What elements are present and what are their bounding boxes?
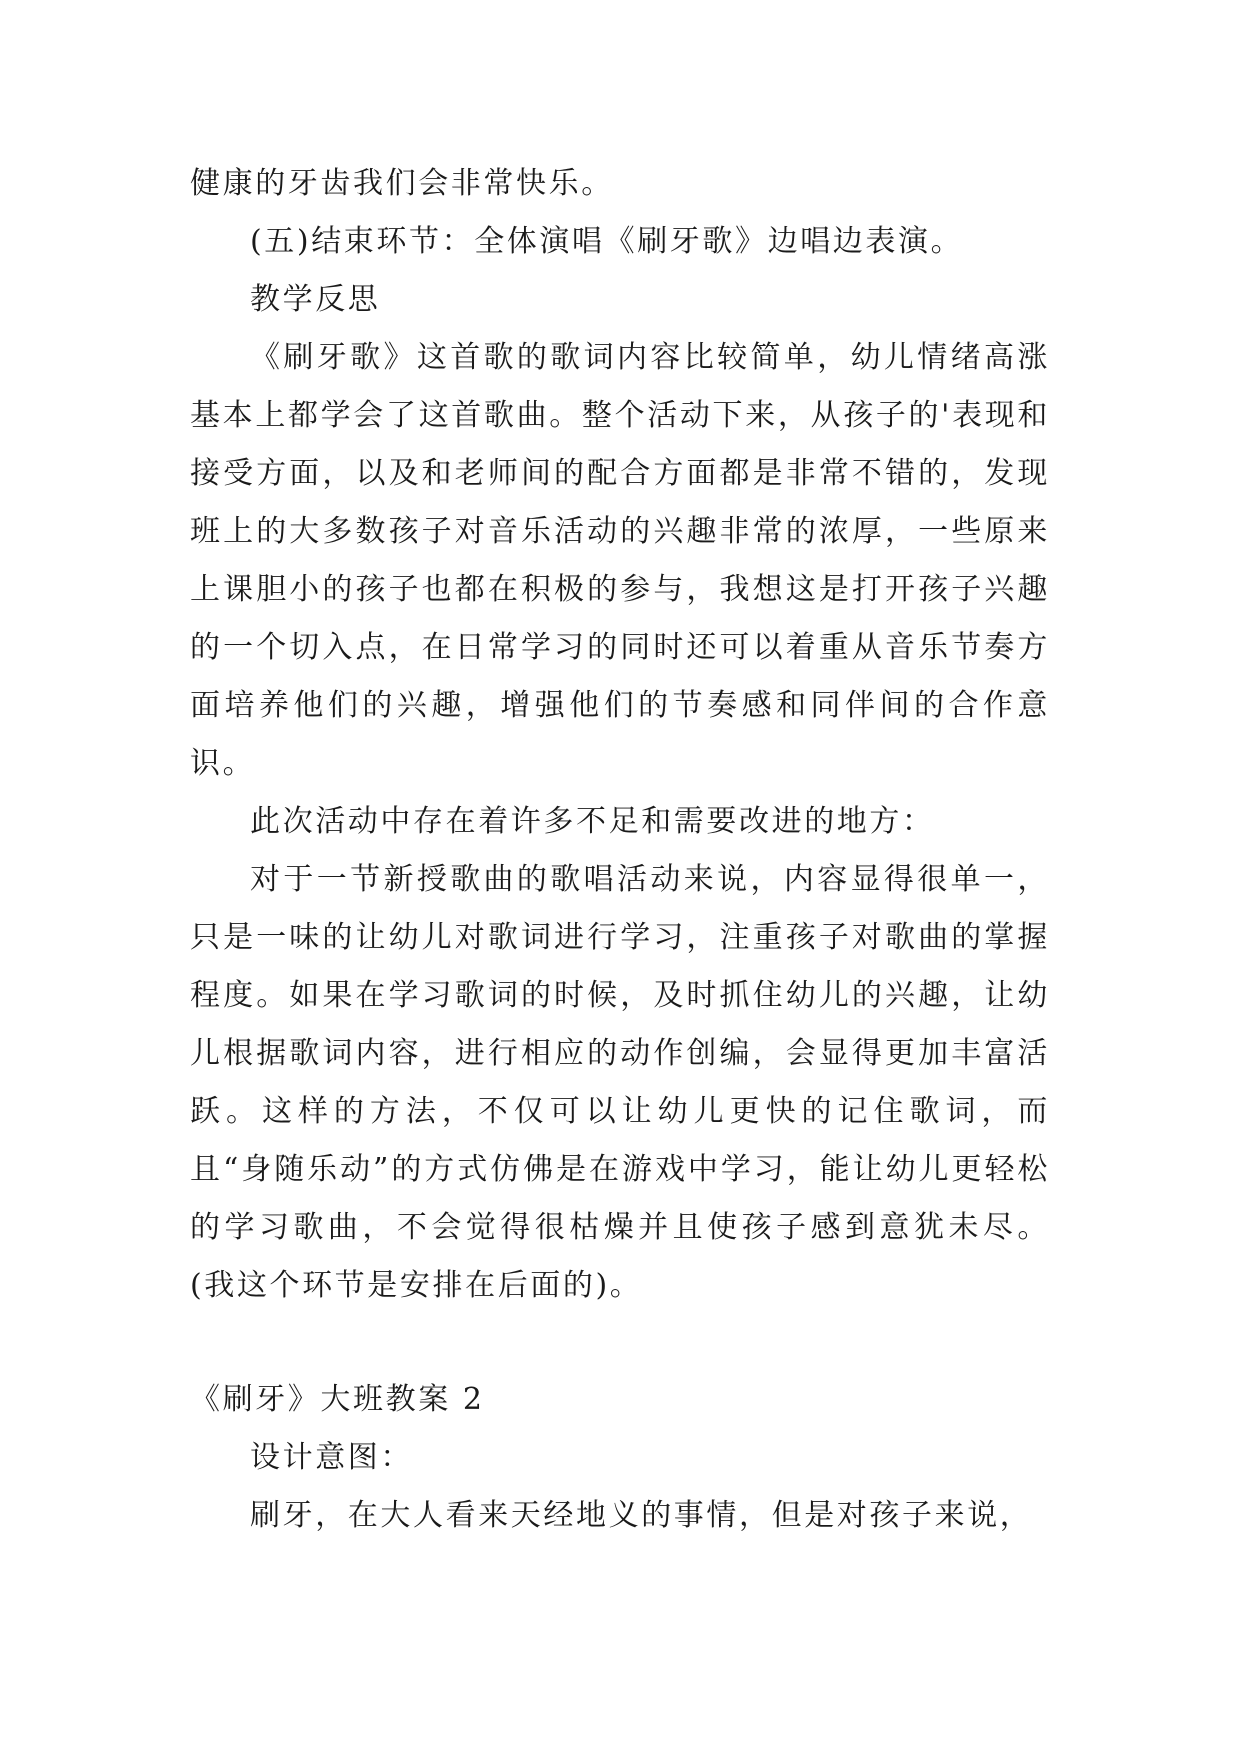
paragraph-design-intent-body: 刷牙，在大人看来天经地义的事情，但是对孩子来说，	[250, 1498, 1033, 1533]
paragraph-reflection-body: 《刷牙歌》这首歌的歌词内容比较简单，幼儿情绪高涨基本上都学会了这首歌曲。整个活动下来，从孩子的'表现和接受方面，以及和老师间的配合方面都是非常不错的，发现班上的大多数孩子对音乐活动的兴趣非常的浓厚，一些原来上课胆小的孩子也都在积极的参与，我想这是打开孩子兴趣的一个切入点，在日常学习的同时还可以着重从音乐节奏方面培养他们的兴趣，增强他们的节奏感和同伴间的合作意识。	[190, 340, 1050, 781]
document-body	[190, 155, 1050, 1545]
paragraph-continuation: 健康的牙齿我们会非常快乐。	[190, 166, 614, 201]
paragraph-improvement: 对于一节新授歌曲的歌唱活动来说，内容显得很单一，只是一味的让幼儿对歌词进行学习，注重孩子对歌曲的掌握程度。如果在学习歌词的时候，及时抓住幼儿的兴趣，让幼儿根据歌词内容，进行相应的动作创编，会显得更加丰富活跃。这样的方法，不仅可以让幼儿更快的记住歌词，而且“身随乐动”的方式仿佛是在游戏中学习，能让幼儿更轻松的学习歌曲，不会觉得很枯燥并且使孩子感到意犹未尽。(我这个环节是安排在后面的)。	[190, 862, 1050, 1303]
paragraph-design-intent-heading: 设计意图：	[250, 1440, 413, 1475]
section-title: 《刷牙》大班教案 2	[190, 1382, 485, 1417]
paragraph-reflection-heading: 教学反思	[250, 282, 381, 317]
paragraph-closing-activity: (五)结束环节：全体演唱《刷牙歌》边唱边表演。	[250, 224, 964, 259]
paragraph-shortcomings: 此次活动中存在着许多不足和需要改进的地方：	[250, 804, 935, 839]
